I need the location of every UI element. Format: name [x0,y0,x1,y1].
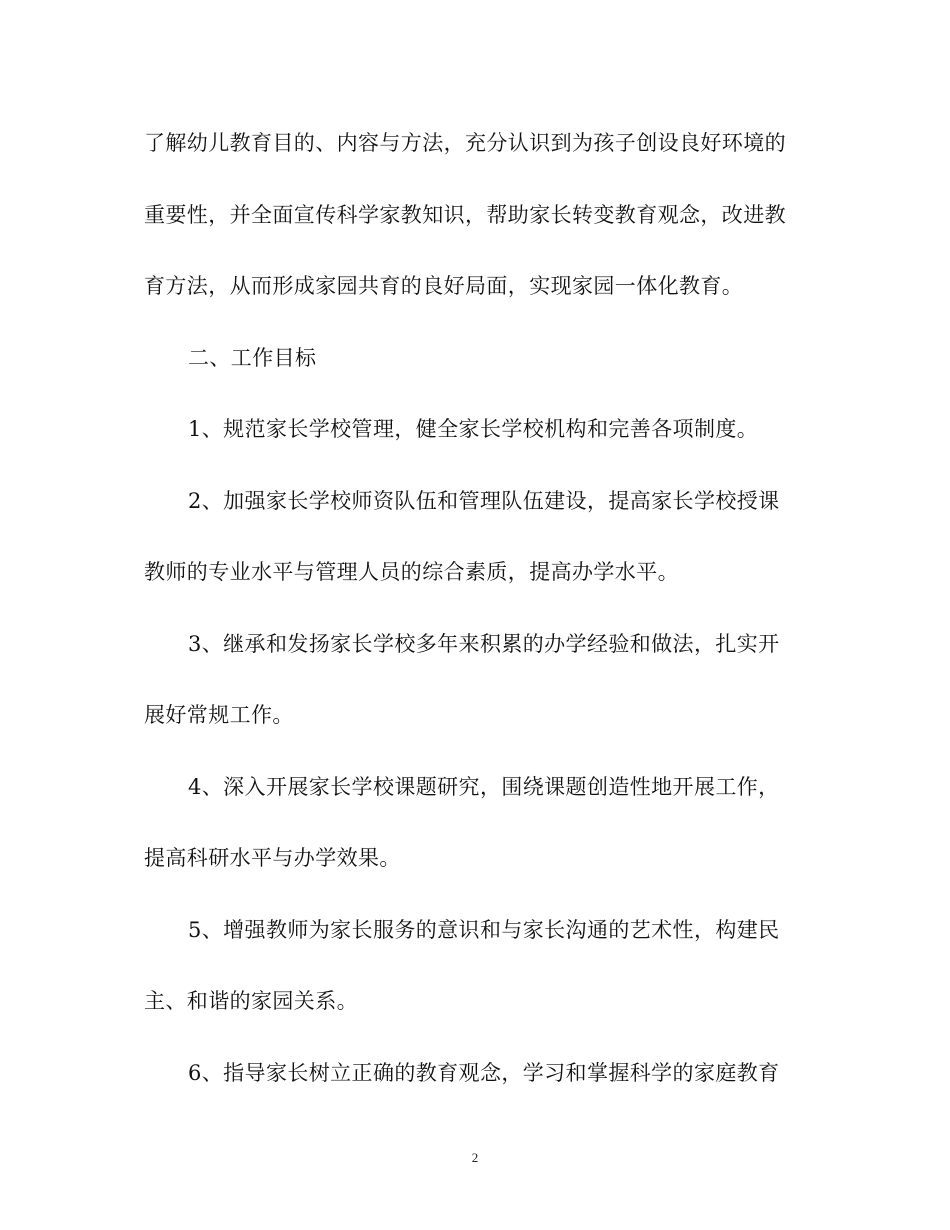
text-line: 了解幼儿教育目的、内容与方法，充分认识到为孩子创设良好环境的 [144,131,786,155]
text-line: 2、加强家长学校师资队伍和管理队伍建设，提高家长学校授课 [188,488,780,513]
text-line: 教师的专业水平与管理人员的综合素质，提高办学水平。 [144,560,679,584]
text-line: 育方法，从而形成家园共育的良好局面，实现家园一体化教育。 [144,274,744,298]
text-line: 6、指导家长树立正确的教育观念，学习和掌握科学的家庭教育 [188,1060,780,1085]
text-line: 3、继承和发扬家长学校多年来积累的办学经验和做法，扎实开 [188,631,780,656]
text-line: 1、规范家长学校管理，健全家长学校机构和完善各项制度。 [188,417,759,441]
text-line: 4、深入开展家长学校课题研究，围绕课题创造性地开展工作， [188,774,780,799]
page-number: 2 [471,1150,479,1165]
text-line: 重要性，并全面宣传科学家教知识，帮助家长转变教育观念，改进教 [144,202,786,227]
text-line: 5、增强教师为家长服务的意识和与家长沟通的艺术性，构建民 [188,917,780,942]
text-line: 主、和谐的家园关系。 [144,989,358,1013]
text-line: 提高科研水平与办学效果。 [144,846,401,870]
document-body [144,108,809,1109]
section-heading: 二、工作目标 [188,345,317,370]
text-line: 展好常规工作。 [144,703,294,727]
